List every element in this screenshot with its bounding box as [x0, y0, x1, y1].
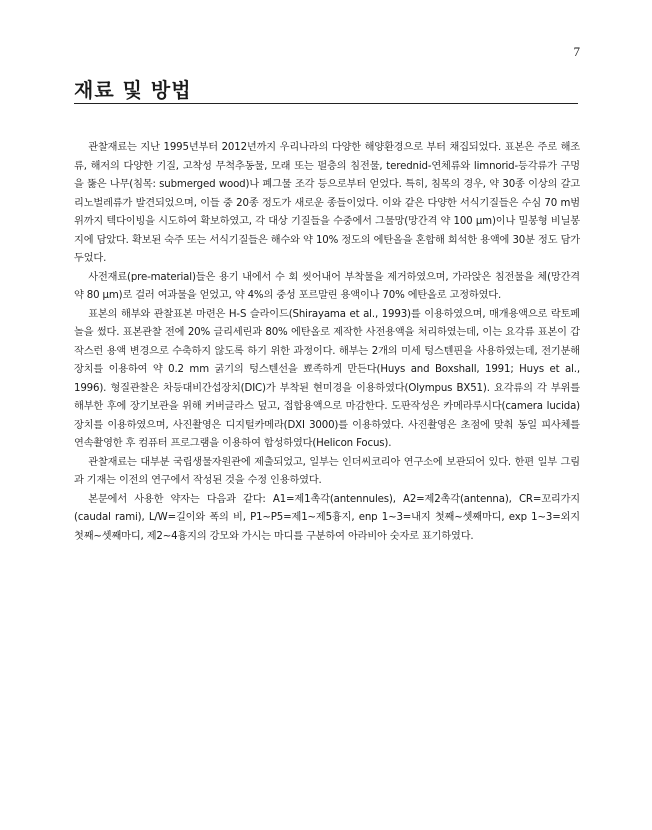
- heading-underline: [74, 103, 578, 104]
- page-number: 7: [573, 44, 580, 59]
- body-text: [74, 139, 580, 546]
- paragraph-materials-collection: 관찰재료는 지난 1995년부터 2012년까지 우리나라의 다양한 해양환경으로 부터 채집되었다. 표본은 주로 해조류, 해저의 다양한 기질, 고착성 무척추동물, 모래 또는 펄층의 침전물, terednid-연체류와 limnorid-등각류가 구멍을 뚫은 나무(침목: submerged wood)나 폐그물 조각 등으로부터 얻었다. 특히, 침목의 경우, 약 30종 이상의 갈고리노벌레류가 발견되었으며, 이들 중 20종 정도가 새로운 종들이었다. 이와 같은 다양한 서식기질들은 수심 70 m범위까지 텍다이빙을 시도하여 확보하였고, 각 대상 기질들을 수중에서 그물망(망간격 약 100 μm)이나 밀봉형 비닐봉지에 담았다. 확보된 숙주 또는 서식기질들은 해수와 약 10% 정도의 에탄올을 혼합해 희석한 용액에 30분 정도 담가두었다.: [74, 142, 580, 264]
- paragraph-specimen-deposit: 관찰재료는 대부분 국립생물자원관에 제출되었고, 일부는 인더씨코리아 연구소에 보관되어 있다. 한편 일부 그림과 기재는 이전의 연구에서 작성된 것을 수정 인용하였다.: [74, 456, 580, 486]
- paragraph-pre-material: 사전재료(pre-material)들은 용기 내에서 수 회 씻어내어 부착물을 제거하였으며, 가라앉은 침전물을 체(망간격 약 80 μm)로 걸러 여과물을 얻었고, 약 4%의 중성 포르말린 용액이나 70% 에탄올로 고정하였다.: [74, 271, 580, 301]
- section-heading: 재료 및 방법: [74, 78, 192, 102]
- paragraph-dissection-methods: 표본의 해부와 관찰표본 마련은 H-S 슬라이드(Shirayama et al., 1993)를 이용하였으며, 매개용액으로 락토페놀을 썼다. 표본관찰 전에 20% 글리세린과 80% 에탄올로 제작한 사전용액을 처리하였는데, 이는 요각류 표본이 갑작스런 용액 변경으로 수축하지 않도록 하기 위한 과정이다. 해부는 2개의 미세 텅스텐핀을 사용하였는데, 전기분해장치를 이용하여 약 0.2 mm 굵기의 텅스텐선을 뾰족하게 만든다(Huys and Boxshall, 1991; Huys et al., 1996). 형질관찰은 차등대비간섭장치(DIC)가 부착된 현미경을 이용하였다(Olympus BX51). 요각류의 각 부위를 해부한 후에 장기보관을 위해 커버글라스 덮고, 접합용액으로 마감한다. 도판작성은 카메라루시다(camera lucida) 장치를 이용하였으며, 사진촬영은 디지털카메라(DXI 3000)를 이용하였다. 사진촬영은 초점에 맞춰 동일 피사체를 연속촬영한 후 컴퓨터 프로그램을 이용하여 합성하였다(Helicon Focus).: [74, 308, 580, 449]
- paragraph-abbreviations: 본문에서 사용한 약자는 다음과 같다: A1=제1촉각(antennules), A2=제2촉각(antenna), CR=꼬리가지(caudal rami), L/W=길이와 폭의 비, P1~P5=제1~제5흉지, enp 1~3=내지 첫째~셋째마디, exp 1~3=외지 첫째~셋째마디, 제2~4흉지의 강모와 가시는 마디를 구분하여 아라비아 숫자로 표기하였다.: [74, 493, 580, 542]
